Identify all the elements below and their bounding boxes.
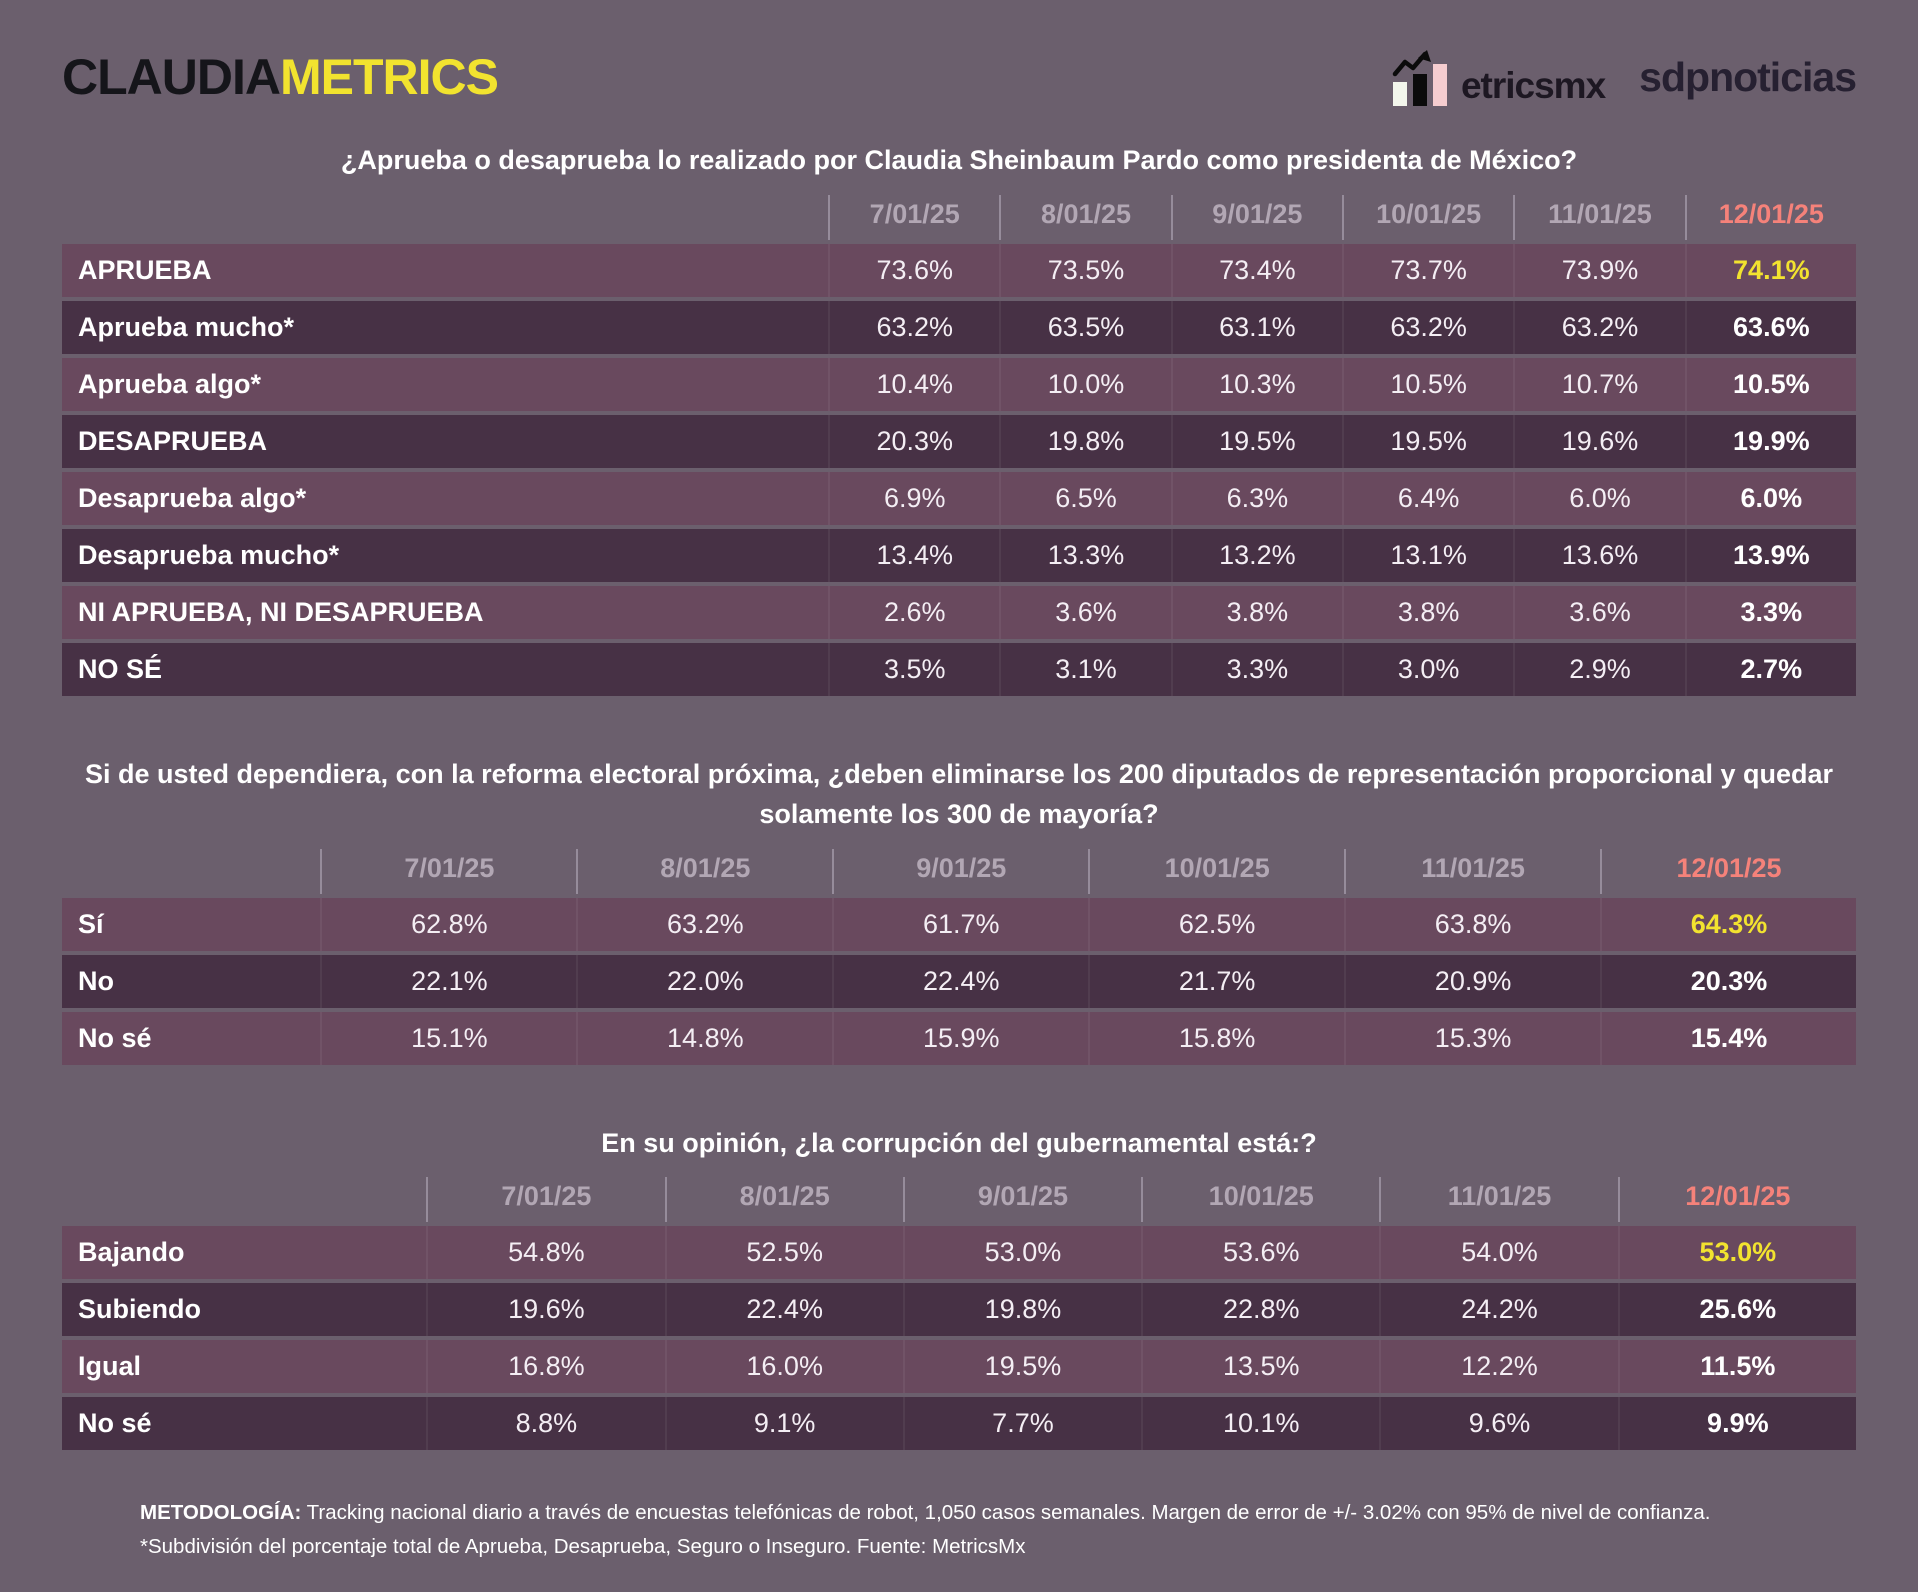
header-spacer-cell <box>62 195 828 240</box>
value-cell: 13.1% <box>1342 529 1513 582</box>
value-cell: 22.4% <box>832 955 1088 1008</box>
value-cell: 20.9% <box>1344 955 1600 1008</box>
value-cell: 13.5% <box>1141 1340 1379 1393</box>
value-cell: 53.0% <box>1618 1226 1856 1279</box>
poll-table <box>62 1173 1856 1454</box>
metricsmx-logo <box>1391 48 1605 106</box>
value-cell: 19.6% <box>426 1283 664 1336</box>
date-header-row <box>62 195 1856 240</box>
brand-metrics: METRICS <box>279 49 498 105</box>
value-cell: 64.3% <box>1600 898 1856 951</box>
poll-question: Si de usted dependiera, con la reforma electoral próxima, ¿deben eliminarse los 200 diputados de representación proporcional y quedar solamente los 300 de mayoría? <box>85 758 1833 829</box>
value-cell: 63.5% <box>999 301 1170 354</box>
value-cell: 10.1% <box>1141 1397 1379 1450</box>
date-header-cell: 7/01/25 <box>828 195 999 240</box>
value-cell: 3.6% <box>1513 586 1684 639</box>
table-row <box>62 1226 1856 1279</box>
methodology-label: METODOLOGÍA: <box>140 1501 302 1524</box>
value-cell: 2.9% <box>1513 643 1684 696</box>
poll-question: ¿Aprueba o desaprueba lo realizado por Claudia Sheinbaum Pardo como presidenta de México? <box>340 145 1578 175</box>
value-cell: 9.6% <box>1379 1397 1617 1450</box>
date-header-cell: 11/01/25 <box>1379 1177 1617 1222</box>
value-cell: 14.8% <box>576 1012 832 1065</box>
table-row <box>62 415 1856 468</box>
value-cell: 63.1% <box>1171 301 1342 354</box>
table-row <box>62 358 1856 411</box>
date-header-cell: 8/01/25 <box>665 1177 903 1222</box>
value-cell: 63.6% <box>1685 301 1856 354</box>
methodology-note <box>140 1496 1778 1564</box>
row-label-cell: Bajando <box>78 1237 185 1267</box>
row-label-cell: Igual <box>78 1351 142 1381</box>
value-cell: 6.0% <box>1513 472 1684 525</box>
value-cell: 2.7% <box>1685 643 1856 696</box>
value-cell: 73.4% <box>1171 244 1342 297</box>
table-row <box>62 1397 1856 1450</box>
table-row <box>62 955 1856 1008</box>
value-cell: 13.9% <box>1685 529 1856 582</box>
table-row <box>62 586 1856 639</box>
row-label-cell: NO SÉ <box>78 653 163 684</box>
value-cell: 21.7% <box>1088 955 1344 1008</box>
value-cell: 3.1% <box>999 643 1170 696</box>
poll-table <box>62 845 1856 1069</box>
row-label-cell: No sé <box>78 1408 152 1438</box>
table-row <box>62 472 1856 525</box>
value-cell: 9.9% <box>1618 1397 1856 1450</box>
value-cell: 3.0% <box>1342 643 1513 696</box>
value-cell: 19.8% <box>999 415 1170 468</box>
value-cell: 74.1% <box>1685 244 1856 297</box>
date-header-cell: 7/01/25 <box>426 1177 664 1222</box>
table-row <box>62 301 1856 354</box>
value-cell: 10.5% <box>1342 358 1513 411</box>
metricsmx-wordmark: etricsmx <box>1460 65 1606 106</box>
row-label-cell: Desaprueba algo* <box>78 482 307 513</box>
date-header-cell: 9/01/25 <box>1171 195 1342 240</box>
value-cell: 63.2% <box>576 898 832 951</box>
value-cell: 19.6% <box>1513 415 1684 468</box>
value-cell: 16.0% <box>665 1340 903 1393</box>
value-cell: 12.2% <box>1379 1340 1617 1393</box>
value-cell: 3.8% <box>1171 586 1342 639</box>
methodology-text: Tracking nacional diario a través de encuestas telefónicas de robot, 1,050 casos semanales. Margen de error de +/- 3.02% con 95% de nivel de confianza. *Subdivisión del porcentaje total de Aprueba, Desaprueba, Seguro o Inseguro. Fuente: MetricsMx <box>140 1501 1711 1558</box>
poll-section <box>62 140 1856 700</box>
value-cell: 54.0% <box>1379 1226 1617 1279</box>
value-cell: 6.5% <box>999 472 1170 525</box>
date-header-cell: 7/01/25 <box>320 849 576 894</box>
row-label-cell: NI APRUEBA, NI DESAPRUEBA <box>78 596 484 627</box>
value-cell: 73.9% <box>1513 244 1684 297</box>
brand-claudia: CLAUDIA <box>62 49 280 105</box>
header <box>62 0 1856 106</box>
value-cell: 52.5% <box>665 1226 903 1279</box>
date-header-row <box>62 849 1856 894</box>
value-cell: 63.8% <box>1344 898 1600 951</box>
value-cell: 3.3% <box>1171 643 1342 696</box>
value-cell: 62.5% <box>1088 898 1344 951</box>
value-cell: 7.7% <box>903 1397 1141 1450</box>
value-cell: 22.4% <box>665 1283 903 1336</box>
value-cell: 3.3% <box>1685 586 1856 639</box>
value-cell: 6.4% <box>1342 472 1513 525</box>
value-cell: 13.4% <box>828 529 999 582</box>
poll-table <box>62 191 1856 700</box>
value-cell: 3.8% <box>1342 586 1513 639</box>
date-header-cell: 8/01/25 <box>999 195 1170 240</box>
value-cell: 19.5% <box>1342 415 1513 468</box>
value-cell: 6.3% <box>1171 472 1342 525</box>
value-cell: 19.5% <box>1171 415 1342 468</box>
value-cell: 22.1% <box>320 955 576 1008</box>
value-cell: 6.9% <box>828 472 999 525</box>
poll-tables <box>62 140 1856 1454</box>
value-cell: 73.6% <box>828 244 999 297</box>
row-label-cell: No sé <box>78 1022 152 1053</box>
value-cell: 10.0% <box>999 358 1170 411</box>
value-cell: 25.6% <box>1618 1283 1856 1336</box>
date-header-cell: 10/01/25 <box>1342 195 1513 240</box>
poll-question: En su opinión, ¿la corrupción del gubernamental está:? <box>601 1127 1317 1158</box>
value-cell: 10.3% <box>1171 358 1342 411</box>
value-cell: 9.1% <box>665 1397 903 1450</box>
value-cell: 20.3% <box>828 415 999 468</box>
bar-chart-arrow-icon <box>1391 48 1459 106</box>
date-header-cell: 9/01/25 <box>903 1177 1141 1222</box>
header-spacer-cell <box>62 849 320 894</box>
row-label-cell: Subiendo <box>78 1294 201 1324</box>
table-row <box>62 898 1856 951</box>
value-cell: 16.8% <box>426 1340 664 1393</box>
value-cell: 8.8% <box>426 1397 664 1450</box>
table-row <box>62 529 1856 582</box>
date-header-cell: 12/01/25 <box>1685 195 1856 240</box>
date-header-row <box>62 1177 1856 1222</box>
value-cell: 63.2% <box>828 301 999 354</box>
value-cell: 61.7% <box>832 898 1088 951</box>
value-cell: 10.5% <box>1685 358 1856 411</box>
value-cell: 6.0% <box>1685 472 1856 525</box>
value-cell: 19.8% <box>903 1283 1141 1336</box>
date-header-cell: 11/01/25 <box>1513 195 1684 240</box>
value-cell: 13.3% <box>999 529 1170 582</box>
date-header-cell: 12/01/25 <box>1618 1177 1856 1222</box>
claudiametrics-logo <box>62 49 498 105</box>
value-cell: 19.9% <box>1685 415 1856 468</box>
value-cell: 10.7% <box>1513 358 1684 411</box>
value-cell: 63.2% <box>1342 301 1513 354</box>
row-label-cell: Aprueba mucho* <box>78 311 295 342</box>
date-header-cell: 11/01/25 <box>1344 849 1600 894</box>
date-header-cell: 9/01/25 <box>832 849 1088 894</box>
table-row <box>62 643 1856 696</box>
value-cell: 13.6% <box>1513 529 1684 582</box>
value-cell: 53.0% <box>903 1226 1141 1279</box>
value-cell: 63.2% <box>1513 301 1684 354</box>
date-header-cell: 12/01/25 <box>1600 849 1856 894</box>
date-header-cell: 10/01/25 <box>1141 1177 1379 1222</box>
value-cell: 15.4% <box>1600 1012 1856 1065</box>
value-cell: 11.5% <box>1618 1340 1856 1393</box>
partner-logos <box>1391 48 1856 106</box>
header-spacer-cell <box>62 1177 426 1222</box>
value-cell: 3.5% <box>828 643 999 696</box>
value-cell: 15.3% <box>1344 1012 1600 1065</box>
poll-section <box>62 1123 1856 1455</box>
row-label-cell: No <box>78 965 114 996</box>
date-header-cell: 8/01/25 <box>576 849 832 894</box>
value-cell: 73.5% <box>999 244 1170 297</box>
sdpnoticias-logo: sdpnoticias <box>1639 53 1856 100</box>
value-cell: 15.9% <box>832 1012 1088 1065</box>
value-cell: 24.2% <box>1379 1283 1617 1336</box>
value-cell: 3.6% <box>999 586 1170 639</box>
table-row <box>62 1283 1856 1336</box>
value-cell: 53.6% <box>1141 1226 1379 1279</box>
table-row <box>62 1012 1856 1065</box>
value-cell: 2.6% <box>828 586 999 639</box>
row-label-cell: Aprueba algo* <box>78 368 262 399</box>
value-cell: 54.8% <box>426 1226 664 1279</box>
row-label-cell: DESAPRUEBA <box>78 425 268 456</box>
row-label-cell: APRUEBA <box>78 254 212 285</box>
value-cell: 15.8% <box>1088 1012 1344 1065</box>
row-label-cell: Sí <box>78 908 104 939</box>
row-label-cell: Desaprueba mucho* <box>78 539 340 570</box>
value-cell: 73.7% <box>1342 244 1513 297</box>
value-cell: 22.0% <box>576 955 832 1008</box>
value-cell: 62.8% <box>320 898 576 951</box>
value-cell: 22.8% <box>1141 1283 1379 1336</box>
value-cell: 13.2% <box>1171 529 1342 582</box>
table-row <box>62 244 1856 297</box>
table-row <box>62 1340 1856 1393</box>
value-cell: 19.5% <box>903 1340 1141 1393</box>
value-cell: 15.1% <box>320 1012 576 1065</box>
value-cell: 10.4% <box>828 358 999 411</box>
poll-section <box>62 754 1856 1069</box>
date-header-cell: 10/01/25 <box>1088 849 1344 894</box>
value-cell: 20.3% <box>1600 955 1856 1008</box>
